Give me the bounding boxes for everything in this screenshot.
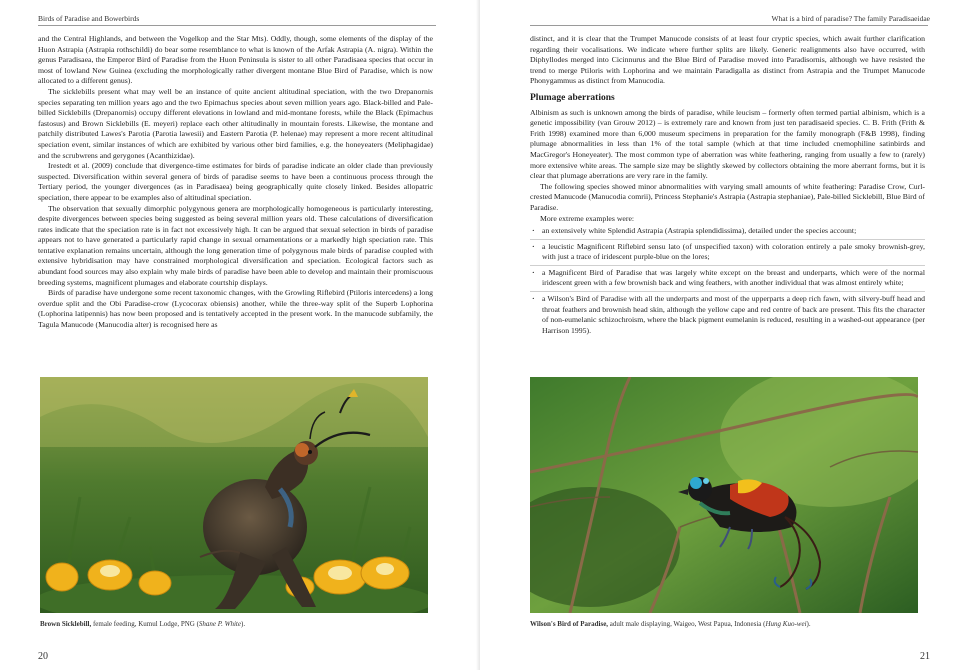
left-caption-end: ).: [240, 620, 246, 628]
brown-sicklebill-photo: [40, 377, 428, 613]
brown-sicklebill-illustration: [40, 377, 428, 613]
right-caption-text: adult male displaying, Waigeo, West Papua, Indonesia (: [608, 620, 766, 628]
left-text-column: [38, 34, 433, 331]
left-paragraph-4: The observation that sexually dimorphic polygynous genera are morphologically homogeneous is particularly interesting, despite divergences between species being suggested as being several million years old. These calculations of diversification rates indicate that the speciation rate is in fact not excessively high. It can be argued that sexual selection in birds of paradise appears not to have generated a particularly rapid change in sexual ornamentations or a markedly high speciation rate. This tentative explanation remains uncertain, although the long generation time of polygynous male birds of paradise coupled with extensive hybridisation may have constrained morphological diversification and speciation. Ecological factors such as abundant food sources may also explain why male birds of paradise have been able to develop and maintain their promiscuous breeding systems, magnificent plumages and elaborate courtship displays.: [38, 203, 433, 287]
aberration-item: · an extensively white Splendid Astrapia (Astrapia splendidissima), detailed under the species account;: [530, 226, 925, 240]
right-caption-title: Wilson's Bird of Paradise,: [530, 620, 609, 628]
right-paragraph-1: Albinism as such is unknown among the birds of paradise, while leucism – formerly often termed partial albinism, which is a genetic impossibility (van Grouw 2012) – is extremely rare and known from just ten paradisaeid species. C. B. Frith (Frith & Frith 1998) examined more than 6,000 museum specimens in preparation for the family monograph (F&B 1998), finding plumage abnormalities in less than 1% of the total sample (which at that time included cnemophiline satinbirds and MacGregor's Honeyeater). The most common type of aberration was white feathering, ranging from usually a few to (rarely) more extensive white areas. The sample size may be slightly skewed by collectors obtaining the more aberrant forms, but it is clear that plumage aberrations are very rare in the family.: [530, 107, 925, 181]
left-paragraph-5: Birds of paradise have undergone some recent taxonomic changes, with the Growling Riflebird (Ptiloris intercedens) a long overdue split and the Obi Paradise-crow (Lycocorax obiensis) another, while the three-way split of the Superb Lophorina (Lophorina latipennis) has now been proposed and is tentatively accepted in the present work. In the manucode subfamily, the Tagula Manucode (Manucodia alter) is recognised here as: [38, 288, 433, 330]
left-paragraph-1: and the Central Highlands, and between the Vogelkop and the Star Mts). Oddly, though, some elements of the display of the Huon Astrapia (Astrapia rothschildi) do bear some resemblance to what is known of the Arfak Astrapia (A. nigra). Within the genus Paradisaea, the Emperor Bird of Paradise from the Huon Peninsula is sister to all other Paradisaea species that occur in most of lowland New Guinea (excluding the morphologically rather divergent montane Blue Bird of Paradise, which is now allocated to a different genus).: [38, 34, 433, 86]
left-header-rule: [38, 25, 436, 26]
aberration-item: · a leucistic Magnificent Riflebird sensu lato (of unspecified taxon) with coloration entirely a pale smoky brownish-grey, with just a trace of iridescent purple-blue on the lores;: [530, 242, 925, 266]
left-caption-text: female feeding, Kumul Lodge, PNG (: [91, 620, 199, 628]
left-page-number: 20: [38, 651, 48, 662]
left-paragraph-2: The sicklebills present what may well be an instance of quite ancient altitudinal speciation, with the two Drepanornis species separating ten million years ago and the two Epimachus species about seven million years ago. Black-billed and Pale-billed Sicklebills (Drepanornis) occupy different elevations in lowland and mid-montane forests, while the Black (Epimachus fastosus) and Brown Sicklebills (E. meyeri) replace each other altitudinally in mountain forests. Likewise, the montane and patchily distributed Lawes's Parotia (Parotia lawesii) and Eastern Parotia (P. helenae) may represent a more recent altitudinal speciation event, similar instances of which are exhibited by various other bird families, e.g. the honeyeaters (Meliphagidae) and the scrubwrens and gerygones (Acanthizidae).: [38, 86, 433, 160]
right-header-rule: [530, 25, 928, 26]
right-paragraph-2: The following species showed minor abnormalities with varying small amounts of white feathering: Paradise Crow, Curl-crested Manucode (Manucodia comrii), Princess Stephanie's Astrapia (Astrapia stephaniae), Pale-billed Sicklebill, Blue Bird of Paradise.: [530, 181, 925, 212]
right-text-column: [530, 34, 925, 338]
left-caption-credit: Shane P. White: [198, 620, 241, 628]
right-running-head: What is a bird of paradise? The family Paradisaeidae: [771, 14, 930, 23]
right-intro-paragraph: distinct, and it is clear that the Trumpet Manucode consists of at least four cryptic species, which await further clarification regarding their vocalisations. We indicate where further splits are likely. Generic realignments also have occurred, with Diphyllodes merged into Cicinnurus and the Blue Bird of Paradise moved into Paradisornis, although we have resisted the trend to merge Ptiloris with Lophorina and we maintain Paradigalla as distinct from Astrapia and the Trumpet Manucode Phonygammus as distinct from Manucodia.: [530, 34, 925, 86]
right-photo-caption: [530, 620, 811, 628]
right-page: [480, 0, 960, 670]
right-paragraph-3: More extreme examples were:: [540, 213, 635, 223]
right-caption-end: ).: [806, 620, 811, 628]
aberration-list: [530, 226, 925, 338]
aberration-item: · a Magnificent Bird of Paradise that was largely white except on the breast and underparts, which were of the normal iridescent green with a few brownish back and wing feathers, with another individual that was almost entirely white;: [530, 268, 925, 292]
aberration-item: · a Wilson's Bird of Paradise with all the underparts and most of the upperparts a deep rich fawn, with silvery-buff head and throat feathers and brownish head skin, although the yellow cape and red centre of back are present. This fits the character of non-eumelanic schizochroism, where the black pigment eumelanin is reduced, resulting in a washed-out appearance (per Harrison 1995).: [530, 294, 925, 338]
left-paragraph-3: Irestedt et al. (2009) conclude that divergence-time estimates for birds of paradise indicate an older clade than previously suspected. Diversification within several genera of birds of paradise seems to have been a continuous process through the Tertiary period, the younger divergences (as in Paradisaea) being geographically quite closely linked. Besides allopatric speciation, there appear to be examples also of altitudinal speciation.: [38, 161, 433, 202]
plumage-aberrations-heading: Plumage aberrations: [530, 92, 615, 103]
left-photo-caption: [40, 620, 245, 628]
right-caption-credit: Hung Kuo-wei: [765, 620, 807, 628]
wilsons-bird-of-paradise-photo: [530, 377, 918, 613]
left-caption-title: Brown Sicklebill,: [40, 620, 92, 628]
wilsons-bird-of-paradise-illustration: [530, 377, 918, 613]
right-page-number: 21: [920, 651, 930, 662]
left-running-head: Birds of Paradise and Bowerbirds: [38, 14, 140, 23]
